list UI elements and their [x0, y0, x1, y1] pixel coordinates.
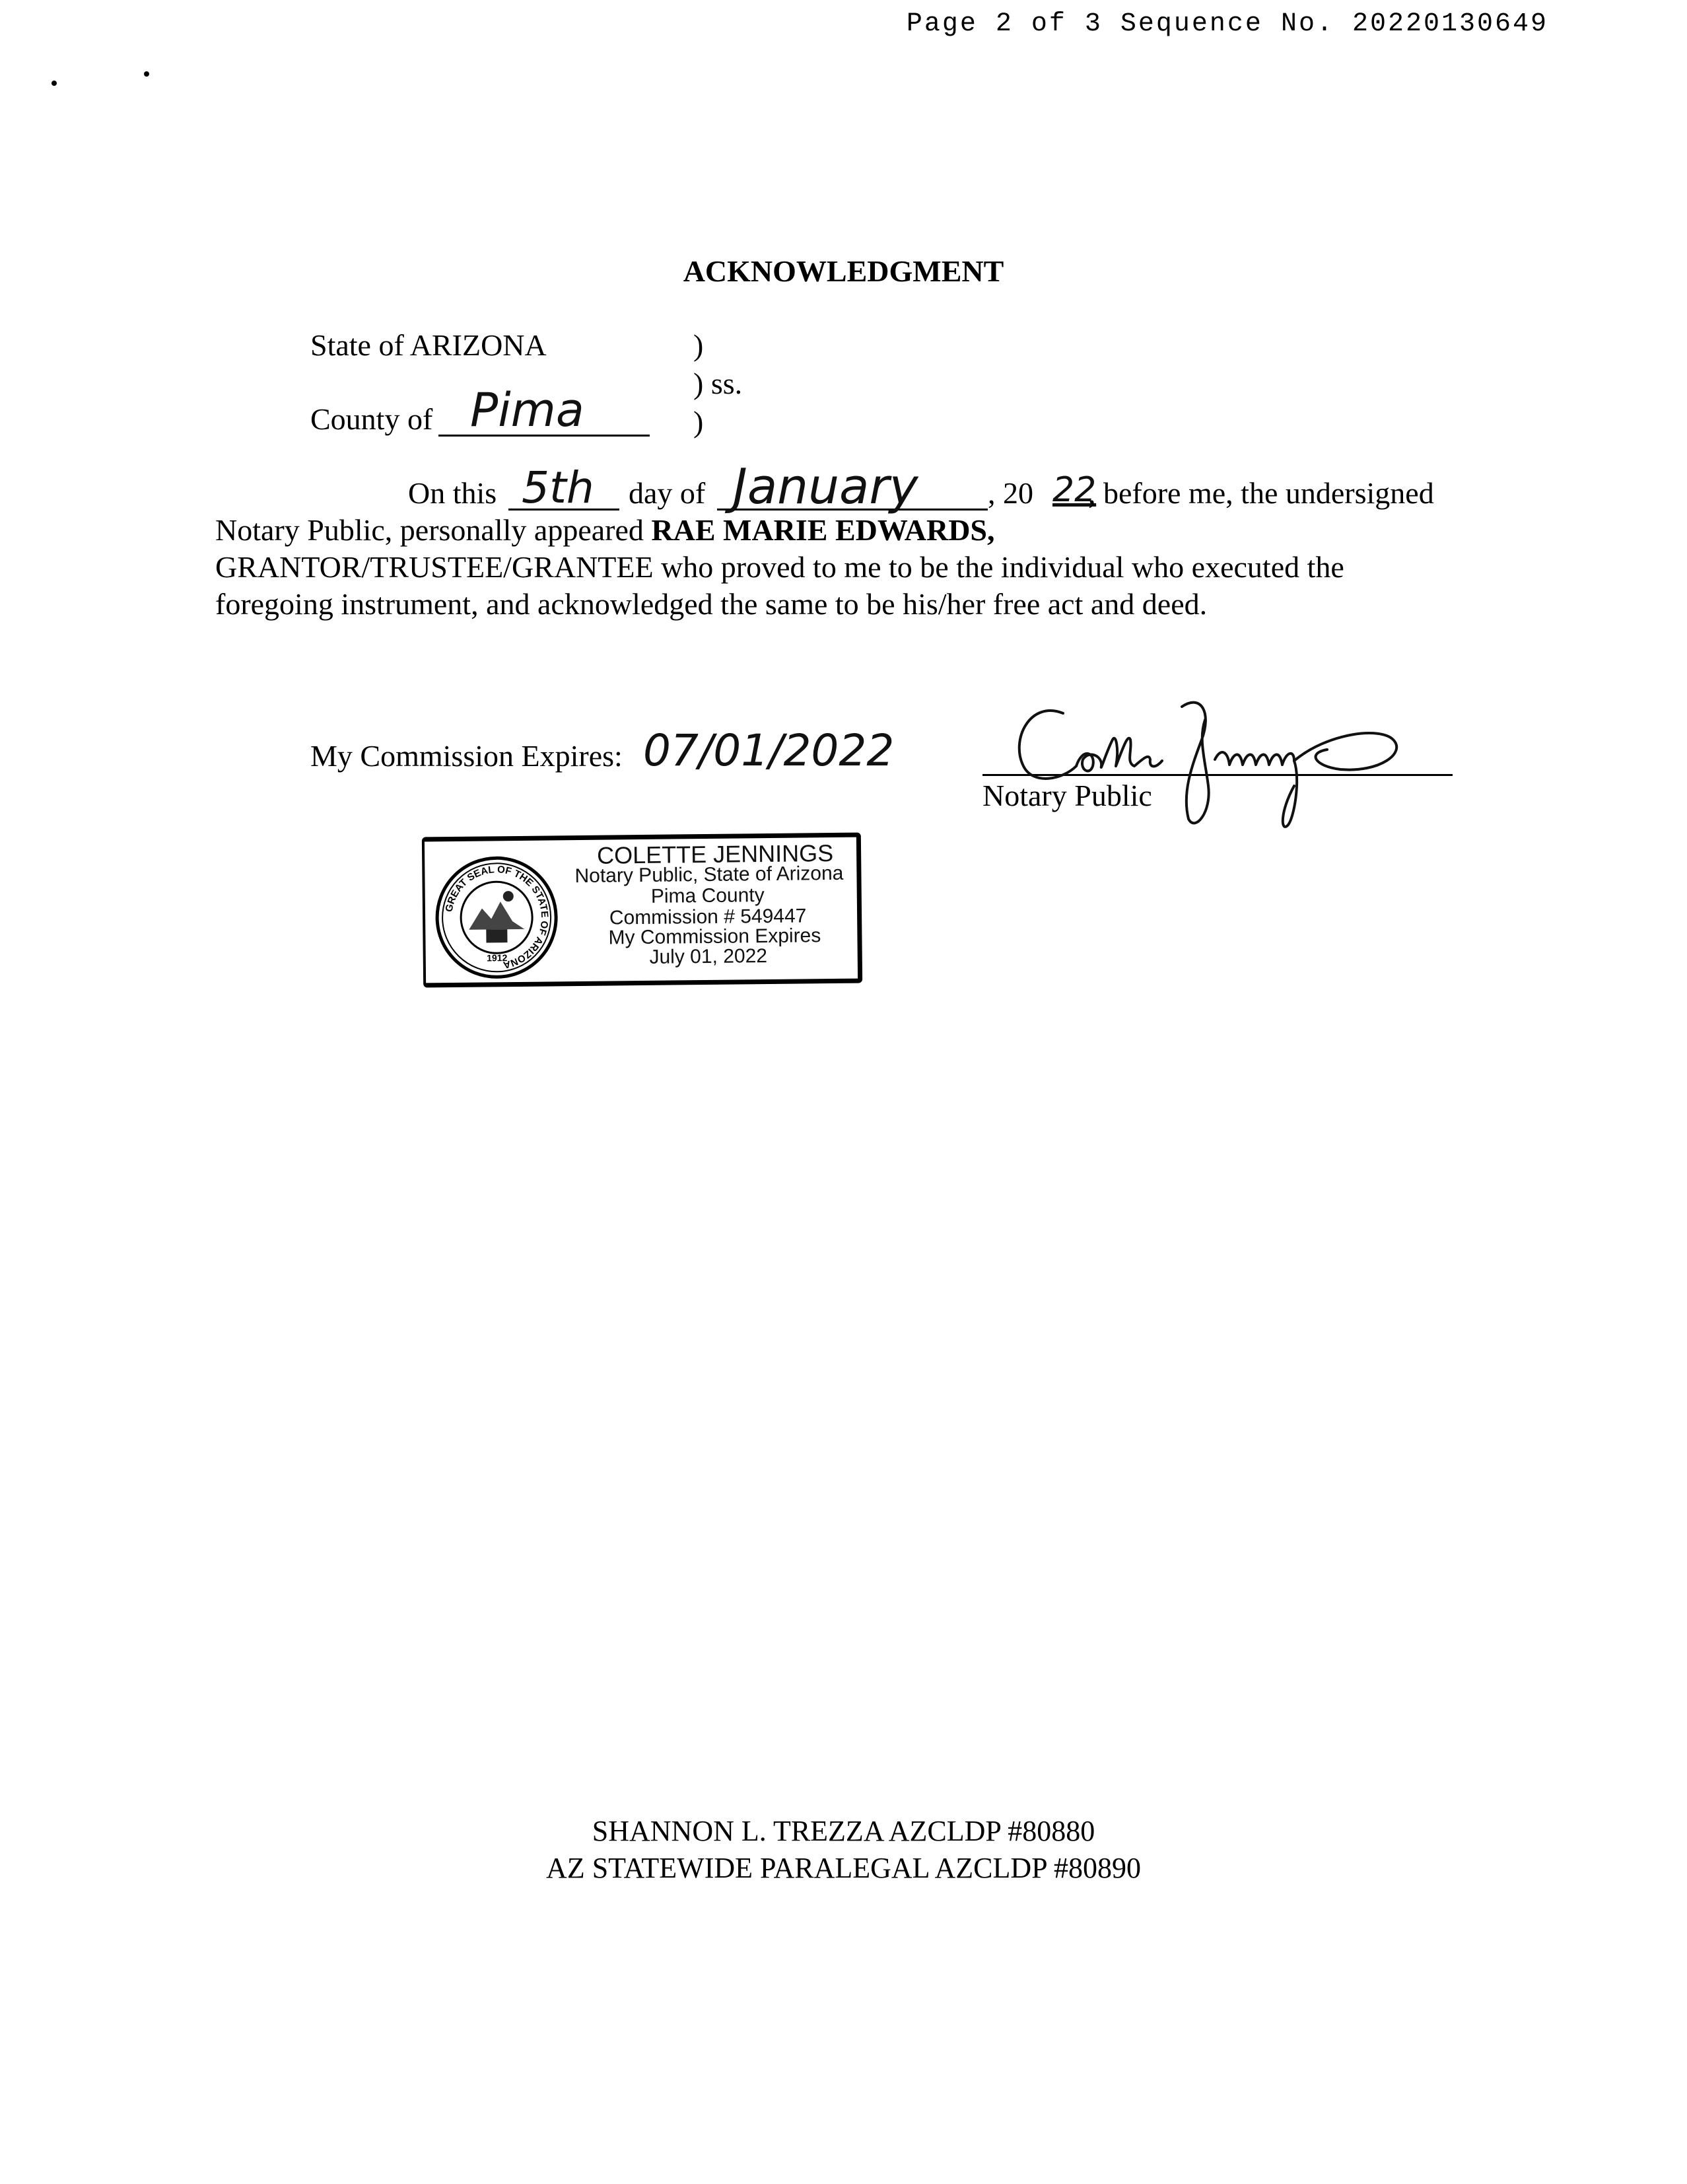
venue-paren-ss: ) ss. [693, 367, 743, 400]
county-handwritten-value: Pima [470, 383, 584, 437]
arizona-state-seal-icon [434, 855, 559, 980]
page-sequence-header: Page 2 of 3 Sequence No. 20220130649 [906, 9, 1548, 39]
venue-paren-3: ) [693, 405, 704, 439]
stamp-notary-title: Notary Public, State of Arizona [574, 862, 844, 888]
state-line: State of ARIZONA [310, 328, 547, 362]
on-this-text: On this [408, 476, 497, 510]
scan-speck [52, 81, 57, 86]
before-me-text: , before me, the undersigned [1088, 476, 1434, 510]
month-handwritten-value: January [733, 458, 918, 515]
body-line-2 [215, 512, 995, 547]
seal-year: 1912 [487, 952, 508, 964]
preparer-footer [0, 1813, 1687, 1887]
venue-paren-1: ) [693, 328, 704, 362]
footer-line-2: AZ STATEWIDE PARALEGAL AZCLDP #80890 [546, 1852, 1141, 1884]
body-line-3: GRANTOR/TRUSTEE/GRANTEE who proved to me to be the individual who executed the [215, 550, 1344, 584]
stamp-county: Pima County [650, 884, 765, 907]
notary-stamp [422, 833, 862, 988]
county-label: County of [310, 402, 433, 436]
day-handwritten-value: 5th [522, 462, 594, 513]
commission-expires-handwritten-value: 07/01/2022 [643, 725, 895, 776]
document-title: ACKNOWLEDGMENT [683, 254, 1004, 288]
day-of-text: day of [629, 476, 706, 510]
notary-signature [984, 687, 1459, 832]
scan-speck [144, 71, 149, 77]
footer-line-1: SHANNON L. TREZZA AZCLDP #80880 [592, 1815, 1095, 1847]
year-handwritten-value: 22 [1052, 470, 1097, 510]
stamp-expires-label: My Commission Expires [608, 925, 821, 949]
year-prefix-text: , 20 [988, 476, 1033, 510]
commission-expires-label: My Commission Expires: [310, 739, 623, 773]
stamp-expires-date: July 01, 2022 [649, 945, 768, 968]
body-line-4: foregoing instrument, and acknowledged the same to be his/her free act and deed. [215, 587, 1208, 621]
appearer-name: RAE MARIE EDWARDS, [651, 513, 995, 547]
notary-public-label: Notary Public [982, 779, 1152, 812]
stamp-commission-number: Commission # 549447 [609, 905, 807, 929]
seal-ring-text: GREAT SEAL OF THE STATE OF ARIZONA [443, 864, 551, 971]
stamp-notary-name: COLETTE JENNINGS [596, 839, 834, 869]
notary-public-appeared-text: Notary Public, personally appeared [215, 513, 652, 547]
